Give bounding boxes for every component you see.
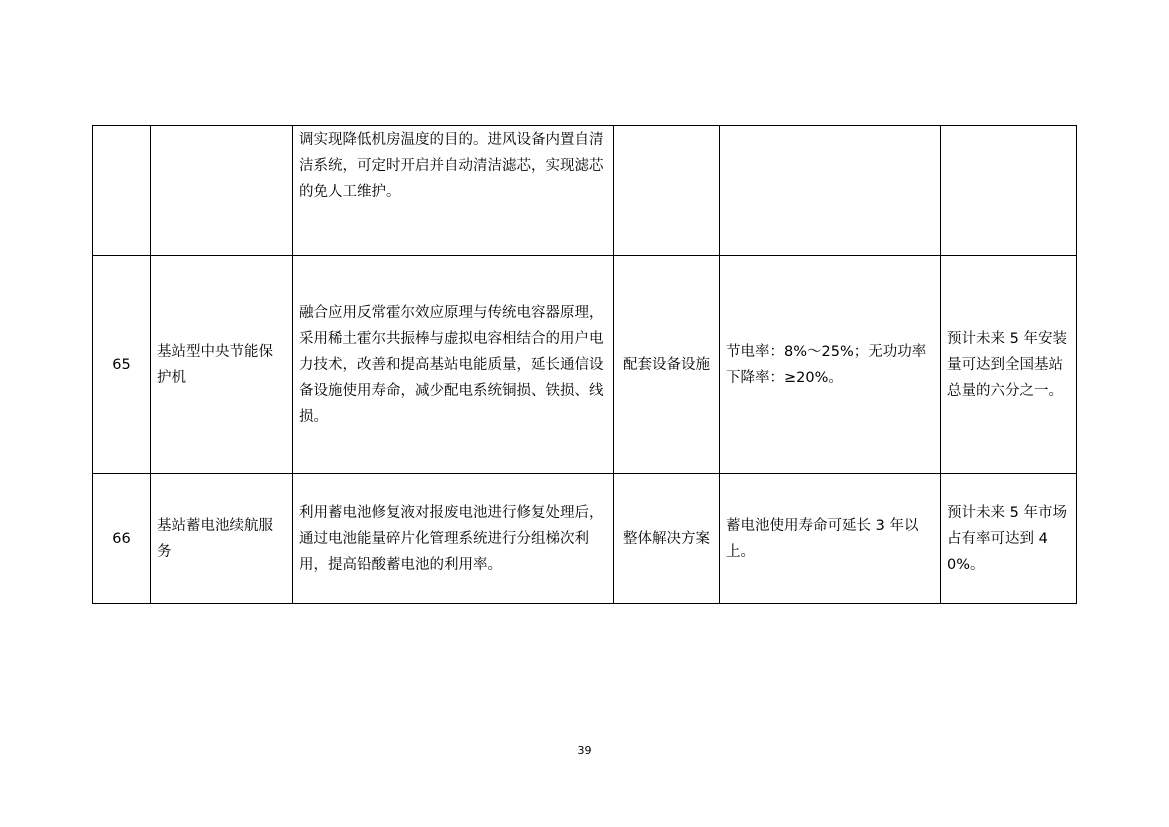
row-number: 65 xyxy=(93,256,151,474)
table-row xyxy=(93,126,1077,256)
energy-saving-effect: 节电率：8%～25%；无功功率下降率：≥20%。 xyxy=(720,256,941,474)
market-outlook: 预计未来 5 年市场占有率可达到 40%。 xyxy=(941,474,1077,604)
technology-name: 基站型中央节能保护机 xyxy=(151,256,293,474)
technology-description: 利用蓄电池修复液对报废电池进行修复处理后，通过电池能量碎片化管理系统进行分组梯次利用，提高铅酸蓄电池的利用率。 xyxy=(293,474,614,604)
table-row xyxy=(93,474,1077,604)
energy-saving-effect xyxy=(720,126,941,256)
technology-description: 调实现降低机房温度的目的。进风设备内置自清洁系统，可定时开启并自动清洁滤芯，实现滤芯的免人工维护。 xyxy=(293,126,614,256)
technology-table xyxy=(92,125,1077,604)
page-number: 39 xyxy=(577,744,592,757)
technology-name: 基站蓄电池续航服务 xyxy=(151,474,293,604)
technology-description: 融合应用反常霍尔效应原理与传统电容器原理，采用稀土霍尔共振棒与虚拟电容相结合的用户电力技术，改善和提高基站电能质量，延长通信设备设施使用寿命，减少配电系统铜损、铁损、线损。 xyxy=(293,256,614,474)
table-row xyxy=(93,256,1077,474)
market-outlook: 预计未来 5 年安装量可达到全国基站总量的六分之一。 xyxy=(941,256,1077,474)
technology-category: 整体解决方案 xyxy=(614,474,720,604)
technology-category: 配套设备设施 xyxy=(614,256,720,474)
row-number: 66 xyxy=(93,474,151,604)
technology-category xyxy=(614,126,720,256)
market-outlook xyxy=(941,126,1077,256)
row-number xyxy=(93,126,151,256)
energy-saving-effect: 蓄电池使用寿命可延长 3 年以上。 xyxy=(720,474,941,604)
technology-name xyxy=(151,126,293,256)
